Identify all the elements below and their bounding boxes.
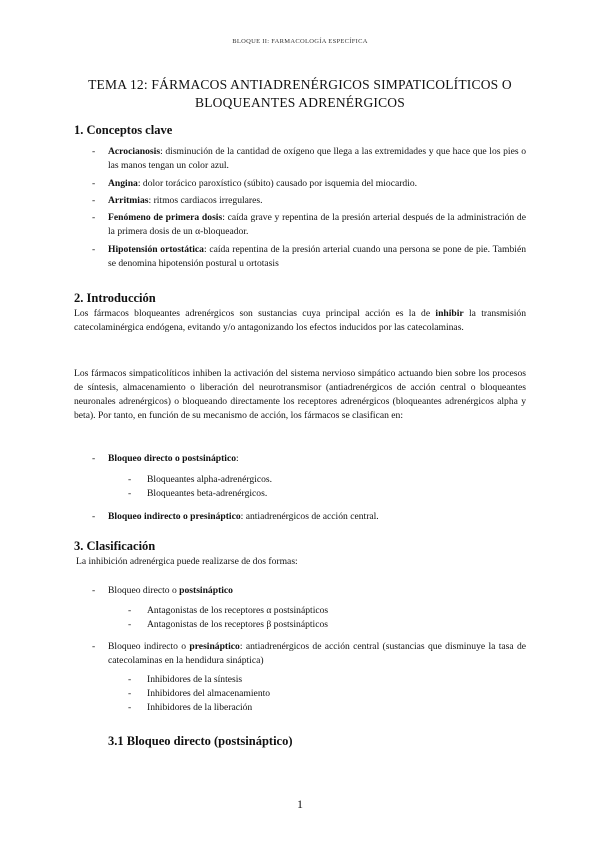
concept-definition: : ritmos cardiacos irregulares. (148, 195, 263, 206)
concept-term: Hipotensión ortostática (108, 244, 204, 255)
concept-definition: : caída repentina de la presión arterial cuando una persona se pone de pie. También se denomina hipotensión postural u ortotasis (108, 244, 527, 270)
section-2-heading: 2. Introducción (74, 291, 156, 305)
intro-sub-item-alpha (128, 473, 272, 487)
list-dash: - (92, 453, 96, 464)
list-dash: - (92, 212, 96, 223)
classification-sub-synthesis (128, 673, 242, 687)
list-dash: - (92, 511, 96, 522)
bullet-term: Bloqueo indirecto o presináptico (108, 511, 241, 522)
classification-sub-beta-antagonists (128, 618, 328, 632)
section-3-heading: 3. Clasificación (74, 539, 156, 553)
concept-definition: : disminución de la cantidad de oxígeno que llega a las extremidades y que hace que los pies o las manos tengan un color azul. (108, 146, 526, 172)
concept-term: Arritmias (108, 195, 149, 206)
classification-sub-release (128, 701, 252, 715)
bullet-description: : antiadrenérgicos de acción central (sustancias que disminuye la tasa de catecolaminas en la hendidura sináptica) (108, 641, 526, 667)
bullet-text: Bloqueo indirecto o (108, 641, 190, 652)
bullet-term: Bloqueo directo o postsináptico (108, 453, 237, 464)
list-dash: - (128, 488, 132, 499)
title-line-2: BLOQUEANTES ADRENÉRGICOS (195, 95, 405, 110)
subsection-3-1-heading: 3.1 Bloqueo directo (postsináptico) (108, 734, 293, 748)
bullet-description: : antiadrenérgicos de acción central. (240, 511, 379, 522)
list-dash: - (92, 146, 96, 157)
sub-item-text: Inhibidores de la liberación (147, 702, 253, 713)
list-dash: - (92, 641, 96, 652)
sub-item-text: Inhibidores de la síntesis (147, 674, 243, 685)
classification-bullet-indirect (92, 640, 526, 669)
page-number: 1 (297, 797, 303, 811)
concept-item-arritmias (92, 194, 526, 208)
classification-bullet-direct (92, 584, 526, 598)
list-dash: - (128, 619, 132, 630)
intro-sub-item-beta (128, 487, 267, 501)
list-dash: - (92, 195, 96, 206)
intro-p1-text: Los fármacos bloqueantes adrenérgicos son sustancias cuya principal acción es la de (74, 308, 436, 319)
list-dash: - (92, 244, 96, 255)
concept-term: Fenómeno de primera dosis (108, 212, 223, 223)
concept-term: Acrocianosis (108, 146, 161, 157)
title-line-1: TEMA 12: FÁRMACOS ANTIADRENÉRGICOS SIMPATICOLÍTICOS O (88, 77, 512, 92)
sub-item-text: Inhibidores del almacenamiento (147, 688, 271, 699)
list-dash: - (128, 688, 132, 699)
sub-item-text: Antagonistas de los receptores β postsinápticos (147, 619, 328, 630)
running-header: BLOQUE II: FARMACOLOGÍA ESPECÍFICA (232, 38, 368, 45)
list-dash: - (128, 674, 132, 685)
sub-item-text: Antagonistas de los receptores α postsinápticos (147, 605, 329, 616)
sub-item-text: Bloqueantes alpha-adrenérgicos. (147, 474, 273, 485)
intro-bullet-indirect-blockade (92, 510, 526, 524)
sub-item-text: Bloqueantes beta-adrenérgicos. (147, 488, 268, 499)
bullet-term: postsináptico (179, 585, 233, 596)
concept-item-angina (92, 177, 526, 191)
list-dash: - (128, 474, 132, 485)
section-1-heading: 1. Conceptos clave (74, 123, 173, 137)
concept-item-fenomeno-primera-dosis (92, 211, 526, 240)
classification-sub-alpha-antagonists (128, 604, 328, 618)
intro-paragraph-2: Los fármacos simpaticolíticos inhiben la activación del sistema nervioso simpático actuando bien sobre los procesos de síntesis, almacenamiento o liberación del neurotransmisor (antiadrenérgicos de acción central o bloqueantes neuronales adrenérgicos) o bloqueando directamente los receptores adrenérgicos (bloqueantes adrenérgicos alpha y beta). Por tanto, en función de su mecanismo de acción, los fármacos se clasifican en: (74, 368, 526, 421)
concept-item-acrocianosis (92, 145, 526, 174)
concept-item-hipotension-ortostatica (92, 243, 526, 272)
classification-sub-storage (128, 687, 270, 701)
classification-intro: La inhibición adrenérgica puede realizarse de dos formas: (76, 556, 298, 567)
document-title (60, 76, 540, 112)
list-dash: - (92, 178, 96, 189)
list-dash: - (128, 702, 132, 713)
intro-paragraph-1 (74, 307, 526, 335)
concept-term: Angina (108, 178, 138, 189)
intro-bullet-direct-blockade (92, 452, 526, 466)
concept-definition: : caída grave y repentina de la presión arterial después de la administración de la primera dosis de un α-bloqueador. (108, 212, 526, 238)
bullet-text: Bloqueo directo o (108, 585, 180, 596)
intro-p1-text-end: la transmisión catecolaminérgica endógena, evitando y/o antagonizando los efectos inducidos por las catecolaminas. (74, 308, 526, 333)
bullet-colon: : (236, 453, 239, 464)
list-dash: - (92, 585, 96, 596)
concept-definition: : dolor torácico paroxístico (súbito) causado por isquemia del miocardio. (137, 178, 418, 189)
list-dash: - (128, 605, 132, 616)
intro-p1-emphasis: inhibir (435, 308, 464, 319)
bullet-term: presináptico (189, 641, 240, 652)
